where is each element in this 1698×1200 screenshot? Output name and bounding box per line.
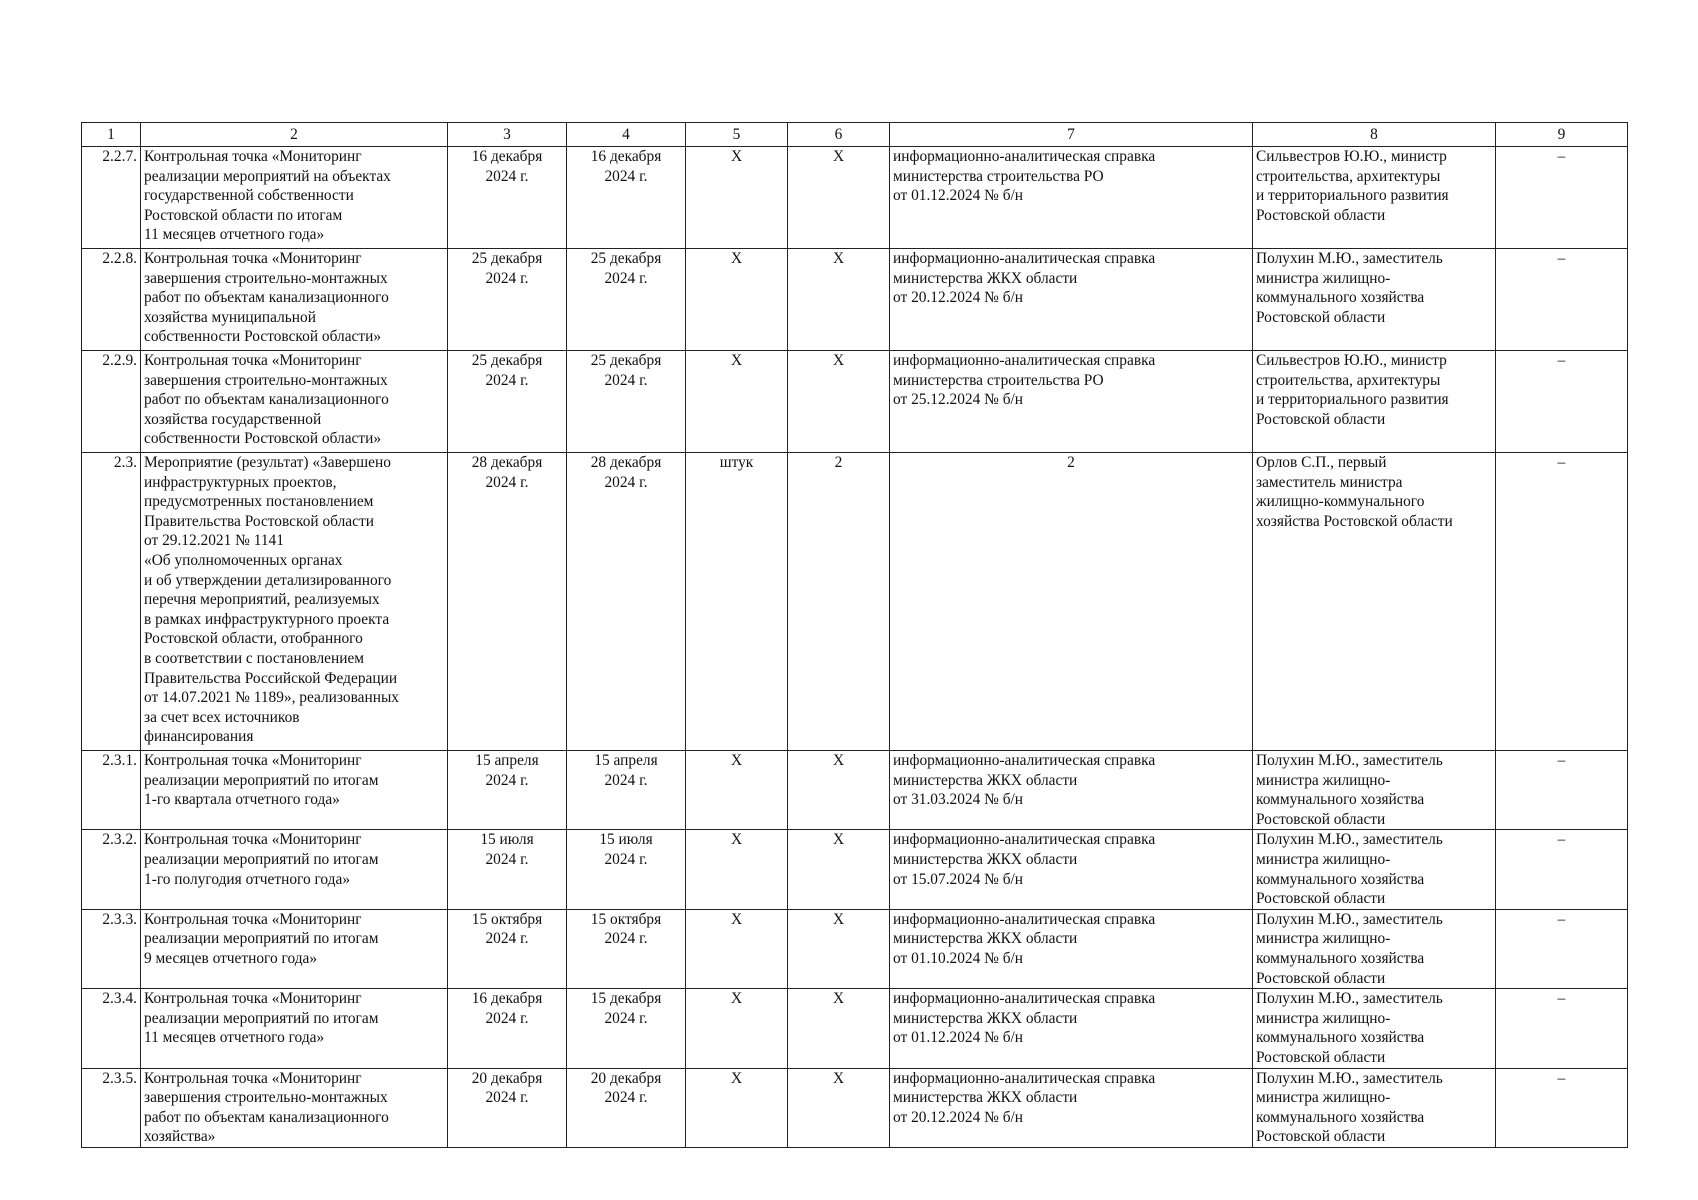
- note-cell: –: [1496, 909, 1628, 988]
- table-row: [82, 351, 1628, 453]
- value-cell: X: [788, 989, 890, 1068]
- row-name: Контрольная точка «Мониторинг реализации мероприятий по итогам 9 месяцев отчетного года»: [141, 909, 448, 988]
- row-number: 2.3.4.: [82, 989, 141, 1068]
- unit-cell: X: [686, 351, 788, 453]
- row-name: Контрольная точка «Мониторинг реализации мероприятий по итогам 1-го полугодия отчетного года»: [141, 830, 448, 909]
- unit-cell: X: [686, 989, 788, 1068]
- unit-cell: X: [686, 751, 788, 830]
- note-cell: –: [1496, 453, 1628, 751]
- value-cell: X: [788, 751, 890, 830]
- planned-date: 16 декабря 2024 г.: [448, 989, 567, 1068]
- note-cell: –: [1496, 1068, 1628, 1147]
- document-cell: информационно-аналитическая справка министерства ЖКХ области от 01.10.2024 № б/н: [890, 909, 1253, 988]
- document-cell: информационно-аналитическая справка министерства ЖКХ области от 20.12.2024 № б/н: [890, 249, 1253, 351]
- planned-date: 16 декабря 2024 г.: [448, 147, 567, 249]
- row-number: 2.3.5.: [82, 1068, 141, 1147]
- value-cell: X: [788, 351, 890, 453]
- value-cell: X: [788, 147, 890, 249]
- planned-date: 25 декабря 2024 г.: [448, 249, 567, 351]
- actual-date: 16 декабря 2024 г.: [567, 147, 686, 249]
- row-name: Мероприятие (результат) «Завершено инфраструктурных проектов, предусмотренных постановлением Правительства Ростовской области от 29.12.2021 № 1141 «Об уполномоченных органах и об утверждении детализированного перечня мероприятий, реализуемых в рамках инфраструктурного проекта Ростовской области, отобранного в соответствии с постановлением Правительства Российской Федерации от 14.07.2021 № 1189», реализованных за счет всех источников финансирования: [141, 453, 448, 751]
- value-cell: 2: [788, 453, 890, 751]
- responsible-cell: Полухин М.Ю., заместитель министра жилищно- коммунального хозяйства Ростовской области: [1253, 1068, 1496, 1147]
- value-cell: X: [788, 249, 890, 351]
- plan-table: [81, 122, 1628, 1148]
- value-cell: X: [788, 1068, 890, 1147]
- row-number: 2.3.3.: [82, 909, 141, 988]
- column-number: 7: [890, 123, 1253, 147]
- document-cell: информационно-аналитическая справка министерства строительства РО от 01.12.2024 № б/н: [890, 147, 1253, 249]
- row-name: Контрольная точка «Мониторинг реализации мероприятий на объектах государственной собственности Ростовской области по итогам 11 месяцев отчетного года»: [141, 147, 448, 249]
- column-number: 1: [82, 123, 141, 147]
- value-cell: X: [788, 909, 890, 988]
- unit-cell: X: [686, 249, 788, 351]
- unit-cell: X: [686, 909, 788, 988]
- note-cell: –: [1496, 351, 1628, 453]
- actual-date: 25 декабря 2024 г.: [567, 249, 686, 351]
- row-number: 2.2.7.: [82, 147, 141, 249]
- table-row: [82, 249, 1628, 351]
- row-number: 2.2.8.: [82, 249, 141, 351]
- column-number-row: [82, 123, 1628, 147]
- actual-date: 25 декабря 2024 г.: [567, 351, 686, 453]
- responsible-cell: Полухин М.Ю., заместитель министра жилищно- коммунального хозяйства Ростовской области: [1253, 830, 1496, 909]
- table-row: [82, 1068, 1628, 1147]
- unit-cell: штук: [686, 453, 788, 751]
- responsible-cell: Полухин М.Ю., заместитель министра жилищно- коммунального хозяйства Ростовской области: [1253, 751, 1496, 830]
- planned-date: 25 декабря 2024 г.: [448, 351, 567, 453]
- column-number: 8: [1253, 123, 1496, 147]
- unit-cell: X: [686, 147, 788, 249]
- document-cell: 2: [890, 453, 1253, 751]
- row-number: 2.3.2.: [82, 830, 141, 909]
- actual-date: 15 октября 2024 г.: [567, 909, 686, 988]
- planned-date: 15 октября 2024 г.: [448, 909, 567, 988]
- note-cell: –: [1496, 147, 1628, 249]
- actual-date: 15 декабря 2024 г.: [567, 989, 686, 1068]
- value-cell: X: [788, 830, 890, 909]
- row-name: Контрольная точка «Мониторинг реализации мероприятий по итогам 1-го квартала отчетного года»: [141, 751, 448, 830]
- planned-date: 15 июля 2024 г.: [448, 830, 567, 909]
- table-row: [82, 453, 1628, 751]
- planned-date: 28 декабря 2024 г.: [448, 453, 567, 751]
- responsible-cell: Полухин М.Ю., заместитель министра жилищно- коммунального хозяйства Ростовской области: [1253, 249, 1496, 351]
- document-cell: информационно-аналитическая справка министерства ЖКХ области от 15.07.2024 № б/н: [890, 830, 1253, 909]
- column-number: 9: [1496, 123, 1628, 147]
- column-number: 2: [141, 123, 448, 147]
- row-number: 2.3.: [82, 453, 141, 751]
- note-cell: –: [1496, 249, 1628, 351]
- unit-cell: X: [686, 830, 788, 909]
- row-name: Контрольная точка «Мониторинг завершения строительно-монтажных работ по объектам канализационного хозяйства муниципальной собственности Ростовской области»: [141, 249, 448, 351]
- table-row: [82, 909, 1628, 988]
- planned-date: 15 апреля 2024 г.: [448, 751, 567, 830]
- row-number: 2.2.9.: [82, 351, 141, 453]
- responsible-cell: Полухин М.Ю., заместитель министра жилищно- коммунального хозяйства Ростовской области: [1253, 989, 1496, 1068]
- document-cell: информационно-аналитическая справка министерства строительства РО от 25.12.2024 № б/н: [890, 351, 1253, 453]
- row-name: Контрольная точка «Мониторинг реализации мероприятий по итогам 11 месяцев отчетного года»: [141, 989, 448, 1068]
- planned-date: 20 декабря 2024 г.: [448, 1068, 567, 1147]
- responsible-cell: Сильвестров Ю.Ю., министр строительства, архитектуры и территориального развития Ростовской области: [1253, 351, 1496, 453]
- responsible-cell: Полухин М.Ю., заместитель министра жилищно- коммунального хозяйства Ростовской области: [1253, 909, 1496, 988]
- table-row: [82, 989, 1628, 1068]
- unit-cell: X: [686, 1068, 788, 1147]
- actual-date: 15 июля 2024 г.: [567, 830, 686, 909]
- document-cell: информационно-аналитическая справка министерства ЖКХ области от 20.12.2024 № б/н: [890, 1068, 1253, 1147]
- column-number: 6: [788, 123, 890, 147]
- row-name: Контрольная точка «Мониторинг завершения строительно-монтажных работ по объектам канализационного хозяйства»: [141, 1068, 448, 1147]
- note-cell: –: [1496, 989, 1628, 1068]
- actual-date: 28 декабря 2024 г.: [567, 453, 686, 751]
- row-name: Контрольная точка «Мониторинг завершения строительно-монтажных работ по объектам канализационного хозяйства государственной собственности Ростовской области»: [141, 351, 448, 453]
- table-row: [82, 830, 1628, 909]
- actual-date: 15 апреля 2024 г.: [567, 751, 686, 830]
- document-cell: информационно-аналитическая справка министерства ЖКХ области от 01.12.2024 № б/н: [890, 989, 1253, 1068]
- note-cell: –: [1496, 830, 1628, 909]
- column-number: 4: [567, 123, 686, 147]
- responsible-cell: Сильвестров Ю.Ю., министр строительства, архитектуры и территориального развития Ростовской области: [1253, 147, 1496, 249]
- document-cell: информационно-аналитическая справка министерства ЖКХ области от 31.03.2024 № б/н: [890, 751, 1253, 830]
- actual-date: 20 декабря 2024 г.: [567, 1068, 686, 1147]
- column-number: 3: [448, 123, 567, 147]
- responsible-cell: Орлов С.П., первый заместитель министра жилищно-коммунального хозяйства Ростовской области: [1253, 453, 1496, 751]
- table-row: [82, 147, 1628, 249]
- row-number: 2.3.1.: [82, 751, 141, 830]
- table-row: [82, 751, 1628, 830]
- column-number: 5: [686, 123, 788, 147]
- note-cell: –: [1496, 751, 1628, 830]
